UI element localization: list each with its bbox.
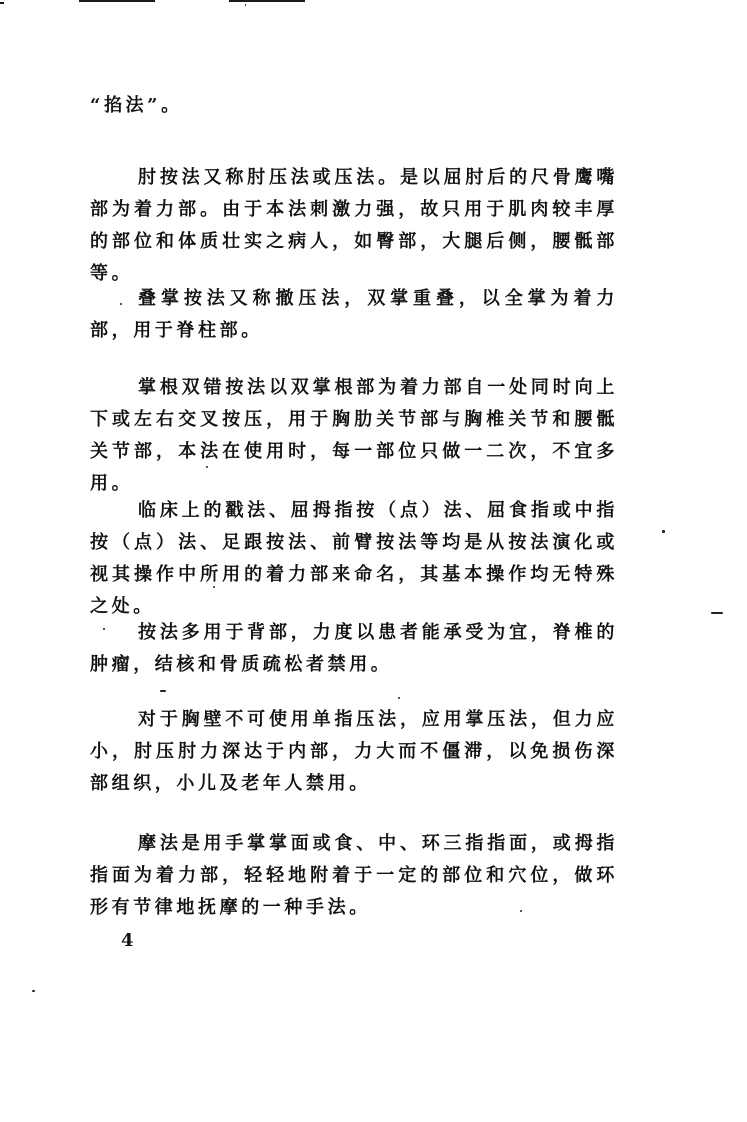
scan-speck: [520, 910, 522, 912]
scan-edge-line-2: [229, 0, 305, 2]
paragraph-palm-root-cross-press: 掌根双错按法以双掌根部为着力部自一处同时向上下或左右交叉按压，用于胸肋关节部与胸椎关节和腰骶关节部，本法在使用时，每一部位只做一二次，不宜多用。: [90, 377, 618, 494]
scan-speck: [103, 628, 105, 630]
paragraph-usage-cautions: 按法多用于背部，力度以患者能承受为宜，脊椎的肿瘤，结核和骨质疏松者禁用。: [90, 622, 618, 675]
scan-speck: [711, 612, 723, 614]
paragraph-rubbing-method: 摩法是用手掌掌面或食、中、环三指指面，或拇指指面为着力部，轻轻地附着于一定的部位和穴位，做环形有节律地抚摩的一种手法。: [90, 833, 618, 918]
scan-speck: [32, 990, 35, 992]
scan-speck: [213, 586, 215, 588]
paragraph-elbow-press: 肘按法又称肘压法或压法。是以屈肘后的尺骨鹰嘴部为着力部。由于本法刺激力强，故只用于肌肉较丰厚的部位和体质壮实之病人，如臀部，大腿后侧，腰骶部等。: [90, 167, 618, 284]
continuation-text: “掐法”。: [90, 95, 183, 116]
scan-edge-line-left: [0, 2, 4, 4]
page-number: 4: [121, 930, 134, 951]
scan-speck: [206, 466, 208, 468]
paragraph-chest-wall-caution: 对于胸壁不可使用单指压法，应用掌压法，但力应小，肘压肘力深达于内部，力大而不僵滞，以免损伤深部组织，小儿及老年人禁用。: [90, 709, 618, 794]
paragraph-clinical-variants: 临床上的戳法、屈拇指按（点）法、屈食指或中指按（点）法、足跟按法、前臂按法等均是从按法演化或视其操作中所用的着力部来命名，其基本操作均无特殊之处。: [90, 500, 618, 617]
scan-edge-line-1: [79, 0, 155, 2]
scan-speck: [245, 4, 246, 6]
scan-speck: [160, 690, 166, 692]
scan-speck: [398, 697, 400, 699]
scan-speck: [120, 303, 122, 305]
scan-speck: [662, 530, 665, 533]
paragraph-stacked-palm-press: 叠掌按法又称撤压法，双掌重叠，以全掌为着力部，用于脊柱部。: [90, 288, 618, 341]
